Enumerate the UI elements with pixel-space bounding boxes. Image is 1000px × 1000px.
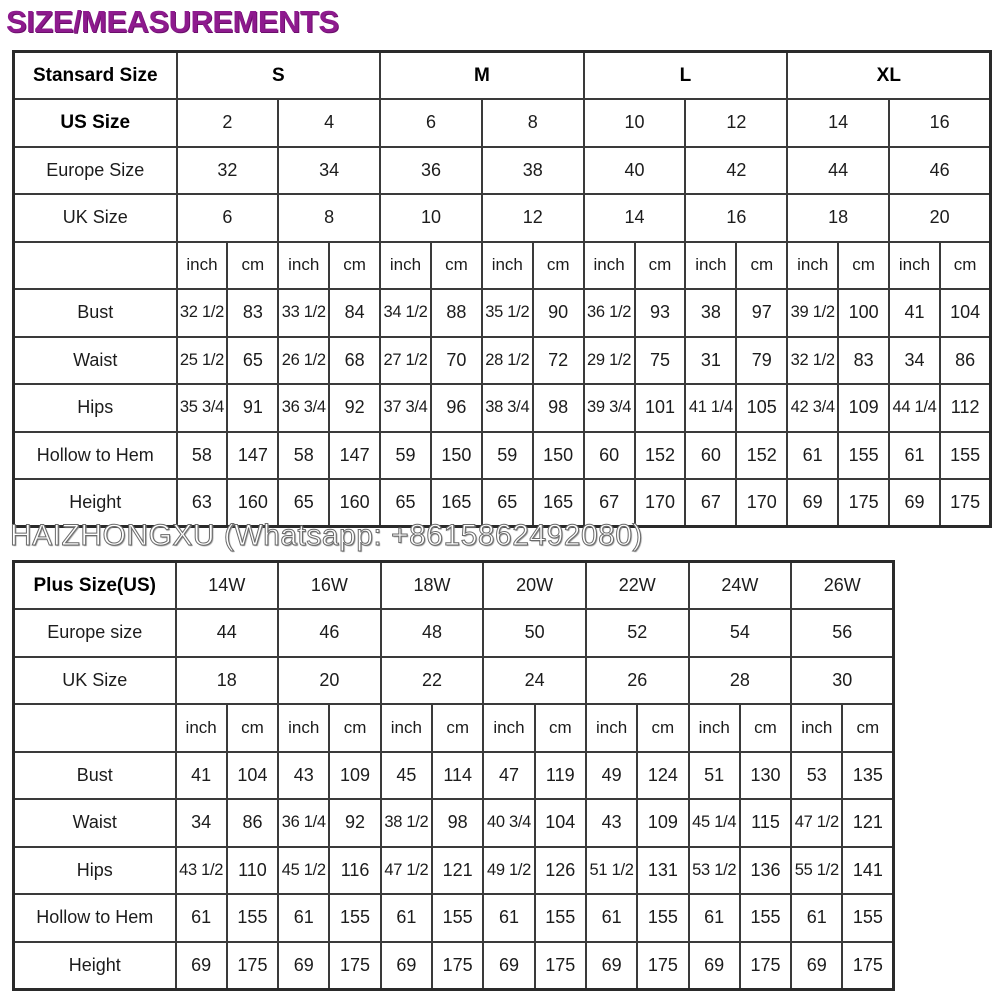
measurement-value: 43 [586, 799, 637, 847]
plus-size-cell: 20W [483, 562, 586, 610]
measurement-value: 98 [533, 384, 584, 432]
measurement-value: 101 [635, 384, 686, 432]
europe-size-cell: 46 [889, 147, 991, 195]
measurement-value: 131 [637, 847, 688, 895]
measurement-value: 124 [637, 752, 688, 800]
plus-size-cell: 26W [791, 562, 894, 610]
uk-size-cell: 26 [586, 657, 689, 705]
europe-size-cell: 34 [278, 147, 380, 195]
measurement-value: 41 1/4 [685, 384, 736, 432]
measurement-value: 69 [689, 942, 740, 990]
measurement-value: 97 [736, 289, 787, 337]
measurement-value: 155 [329, 894, 380, 942]
measurement-value: 155 [432, 894, 483, 942]
measurement-value: 26 1/2 [278, 337, 329, 385]
unit-cell: cm [740, 704, 791, 752]
plus-size-cell: 24W [689, 562, 792, 610]
measurement-value: 43 [278, 752, 329, 800]
empty-cell [14, 704, 176, 752]
measurement-value: 175 [838, 479, 889, 527]
measurement-label: Bust [14, 752, 176, 800]
measurement-value: 28 1/2 [482, 337, 533, 385]
uk-size-row [14, 657, 894, 705]
measurement-value: 83 [838, 337, 889, 385]
measurement-value: 104 [227, 752, 278, 800]
measurement-value: 104 [535, 799, 586, 847]
measurement-value: 155 [535, 894, 586, 942]
unit-cell: inch [787, 242, 838, 290]
us-size-cell: 14 [787, 99, 889, 147]
measurement-value: 69 [791, 942, 842, 990]
unit-cell: inch [685, 242, 736, 290]
measurement-value: 53 1/2 [689, 847, 740, 895]
plus-size-cell: 16W [278, 562, 381, 610]
measurement-value: 65 [227, 337, 278, 385]
measurement-value: 38 1/2 [381, 799, 432, 847]
measurement-value: 42 3/4 [787, 384, 838, 432]
measurement-value: 100 [838, 289, 889, 337]
measurement-value: 61 [689, 894, 740, 942]
measurement-value: 38 [685, 289, 736, 337]
measurement-row [14, 289, 991, 337]
measurement-value: 175 [329, 942, 380, 990]
us-size-cell: 12 [685, 99, 787, 147]
measurement-value: 67 [685, 479, 736, 527]
measurement-value: 47 1/2 [791, 799, 842, 847]
measurement-value: 150 [431, 432, 482, 480]
measurement-value: 55 1/2 [791, 847, 842, 895]
measurement-value: 96 [431, 384, 482, 432]
measurement-value: 32 1/2 [787, 337, 838, 385]
measurement-value: 72 [533, 337, 584, 385]
measurement-value: 175 [432, 942, 483, 990]
unit-cell: inch [177, 242, 228, 290]
measurement-value: 104 [940, 289, 991, 337]
measurement-row [14, 847, 894, 895]
unit-cell: inch [689, 704, 740, 752]
measurement-value: 58 [278, 432, 329, 480]
us-size-row [14, 99, 991, 147]
measurement-value: 49 [586, 752, 637, 800]
measurement-value: 29 1/2 [584, 337, 635, 385]
measurement-value: 37 3/4 [380, 384, 431, 432]
measurement-value: 175 [637, 942, 688, 990]
unit-row [14, 242, 991, 290]
measurement-row [14, 799, 894, 847]
measurement-label: Hips [14, 384, 177, 432]
unit-cell: inch [278, 704, 329, 752]
measurement-value: 61 [787, 432, 838, 480]
measurement-value: 86 [227, 799, 278, 847]
measurement-value: 51 1/2 [586, 847, 637, 895]
measurement-value: 109 [637, 799, 688, 847]
measurement-value: 170 [736, 479, 787, 527]
measurement-value: 69 [483, 942, 534, 990]
measurement-value: 59 [482, 432, 533, 480]
measurement-value: 93 [635, 289, 686, 337]
measurement-value: 69 [381, 942, 432, 990]
measurement-value: 45 [381, 752, 432, 800]
unit-cell: cm [637, 704, 688, 752]
unit-cell: cm [842, 704, 893, 752]
uk-size-cell: 14 [584, 194, 686, 242]
uk-size-cell: 10 [380, 194, 482, 242]
measurement-label: Hips [14, 847, 176, 895]
measurement-value: 175 [535, 942, 586, 990]
measurement-value: 175 [740, 942, 791, 990]
measurement-value: 155 [227, 894, 278, 942]
measurement-value: 165 [431, 479, 482, 527]
measurement-value: 121 [432, 847, 483, 895]
measurement-value: 44 1/4 [889, 384, 940, 432]
unit-cell: inch [586, 704, 637, 752]
measurement-value: 110 [227, 847, 278, 895]
uk-size-cell: 20 [278, 657, 381, 705]
measurement-value: 135 [842, 752, 893, 800]
unit-row [14, 704, 894, 752]
measurement-value: 105 [736, 384, 787, 432]
plus-size-label: Plus Size(US) [14, 562, 176, 610]
measurement-label: Bust [14, 289, 177, 337]
size-group-cell: M [380, 52, 584, 100]
plus-size-cell: 22W [586, 562, 689, 610]
measurement-value: 83 [227, 289, 278, 337]
uk-size-cell: 30 [791, 657, 894, 705]
measurement-value: 45 1/2 [278, 847, 329, 895]
measurement-value: 58 [177, 432, 228, 480]
measurement-value: 119 [535, 752, 586, 800]
measurement-value: 45 1/4 [689, 799, 740, 847]
measurement-value: 98 [432, 799, 483, 847]
uk-size-label: UK Size [14, 194, 177, 242]
us-size-cell: 6 [380, 99, 482, 147]
measurement-value: 136 [740, 847, 791, 895]
uk-size-cell: 16 [685, 194, 787, 242]
uk-size-cell: 28 [689, 657, 792, 705]
us-size-cell: 8 [482, 99, 584, 147]
measurement-value: 61 [586, 894, 637, 942]
measurement-value: 65 [278, 479, 329, 527]
measurement-value: 67 [584, 479, 635, 527]
measurement-value: 60 [584, 432, 635, 480]
measurement-value: 86 [940, 337, 991, 385]
unit-cell: inch [791, 704, 842, 752]
plus-size-cell: 14W [176, 562, 279, 610]
measurement-value: 59 [380, 432, 431, 480]
europe-size-label: Europe size [14, 609, 176, 657]
measurement-value: 155 [940, 432, 991, 480]
measurement-label: Height [14, 479, 177, 527]
measurement-value: 141 [842, 847, 893, 895]
standard-size-table [12, 50, 992, 528]
measurement-value: 88 [431, 289, 482, 337]
unit-cell: inch [584, 242, 635, 290]
unit-cell: cm [431, 242, 482, 290]
measurement-value: 175 [227, 942, 278, 990]
unit-cell: cm [227, 704, 278, 752]
measurement-value: 175 [842, 942, 893, 990]
measurement-value: 150 [533, 432, 584, 480]
measurement-label: Waist [14, 799, 176, 847]
uk-size-row [14, 194, 991, 242]
measurement-value: 61 [278, 894, 329, 942]
europe-size-cell: 40 [584, 147, 686, 195]
measurement-value: 112 [940, 384, 991, 432]
uk-size-cell: 6 [177, 194, 279, 242]
measurement-value: 175 [940, 479, 991, 527]
size-group-cell: S [177, 52, 381, 100]
measurement-value: 115 [740, 799, 791, 847]
measurement-value: 75 [635, 337, 686, 385]
europe-size-row [14, 609, 894, 657]
measurement-value: 92 [329, 799, 380, 847]
plus-size-row [14, 562, 894, 610]
measurement-value: 49 1/2 [483, 847, 534, 895]
measurement-value: 47 [483, 752, 534, 800]
measurement-value: 69 [889, 479, 940, 527]
measurement-value: 114 [432, 752, 483, 800]
us-size-label: US Size [14, 99, 177, 147]
measurement-value: 53 [791, 752, 842, 800]
measurement-value: 69 [586, 942, 637, 990]
measurement-label: Height [14, 942, 176, 990]
measurement-value: 27 1/2 [380, 337, 431, 385]
us-size-cell: 16 [889, 99, 991, 147]
europe-size-cell: 36 [380, 147, 482, 195]
uk-size-cell: 8 [278, 194, 380, 242]
measurement-value: 36 1/2 [584, 289, 635, 337]
uk-size-cell: 12 [482, 194, 584, 242]
europe-size-cell: 54 [689, 609, 792, 657]
europe-size-cell: 42 [685, 147, 787, 195]
measurement-value: 155 [838, 432, 889, 480]
size-group-cell: XL [787, 52, 991, 100]
measurement-value: 61 [176, 894, 227, 942]
standard-size-label: Stansard Size [14, 52, 177, 100]
europe-size-cell: 44 [176, 609, 279, 657]
measurement-row [14, 432, 991, 480]
measurement-value: 69 [787, 479, 838, 527]
unit-cell: cm [535, 704, 586, 752]
unit-cell: cm [736, 242, 787, 290]
measurement-value: 33 1/2 [278, 289, 329, 337]
unit-cell: cm [533, 242, 584, 290]
measurement-value: 69 [278, 942, 329, 990]
measurement-label: Hollow to Hem [14, 432, 177, 480]
measurement-value: 39 3/4 [584, 384, 635, 432]
measurement-value: 65 [380, 479, 431, 527]
unit-cell: inch [381, 704, 432, 752]
unit-cell: inch [380, 242, 431, 290]
unit-cell: cm [940, 242, 991, 290]
measurement-value: 65 [482, 479, 533, 527]
measurement-value: 92 [329, 384, 380, 432]
unit-cell: cm [838, 242, 889, 290]
measurement-value: 36 3/4 [278, 384, 329, 432]
measurement-value: 35 1/2 [482, 289, 533, 337]
measurement-row [14, 894, 894, 942]
europe-size-cell: 32 [177, 147, 279, 195]
measurement-value: 84 [329, 289, 380, 337]
unit-cell: cm [635, 242, 686, 290]
measurement-value: 47 1/2 [381, 847, 432, 895]
measurement-value: 69 [176, 942, 227, 990]
uk-size-label: UK Size [14, 657, 176, 705]
measurement-value: 152 [635, 432, 686, 480]
measurement-value: 36 1/4 [278, 799, 329, 847]
measurement-value: 109 [329, 752, 380, 800]
measurement-value: 155 [637, 894, 688, 942]
measurement-row [14, 337, 991, 385]
measurement-value: 130 [740, 752, 791, 800]
size-group-row [14, 52, 991, 100]
measurement-value: 147 [227, 432, 278, 480]
uk-size-cell: 20 [889, 194, 991, 242]
europe-size-label: Europe Size [14, 147, 177, 195]
unit-cell: inch [278, 242, 329, 290]
europe-size-row [14, 147, 991, 195]
measurement-value: 43 1/2 [176, 847, 227, 895]
unit-cell: cm [227, 242, 278, 290]
measurement-value: 38 3/4 [482, 384, 533, 432]
measurement-value: 61 [791, 894, 842, 942]
measurement-value: 90 [533, 289, 584, 337]
unit-cell: inch [889, 242, 940, 290]
measurement-value: 116 [329, 847, 380, 895]
measurement-value: 61 [381, 894, 432, 942]
measurement-value: 109 [838, 384, 889, 432]
measurement-value: 160 [329, 479, 380, 527]
unit-cell: cm [432, 704, 483, 752]
measurement-value: 34 [889, 337, 940, 385]
measurement-value: 25 1/2 [177, 337, 228, 385]
plus-size-cell: 18W [381, 562, 484, 610]
page-title: SIZE/MEASUREMENTS [6, 4, 339, 39]
uk-size-cell: 18 [787, 194, 889, 242]
measurement-value: 91 [227, 384, 278, 432]
us-size-cell: 10 [584, 99, 686, 147]
measurement-value: 34 [176, 799, 227, 847]
unit-cell: inch [176, 704, 227, 752]
measurement-value: 60 [685, 432, 736, 480]
measurement-value: 152 [736, 432, 787, 480]
measurement-value: 61 [483, 894, 534, 942]
measurement-value: 155 [842, 894, 893, 942]
measurement-row [14, 384, 991, 432]
measurement-value: 121 [842, 799, 893, 847]
measurement-value: 61 [889, 432, 940, 480]
unit-cell: inch [483, 704, 534, 752]
measurement-value: 126 [535, 847, 586, 895]
measurement-value: 63 [177, 479, 228, 527]
measurement-value: 35 3/4 [177, 384, 228, 432]
unit-cell: cm [329, 704, 380, 752]
measurement-value: 40 3/4 [483, 799, 534, 847]
unit-cell: cm [329, 242, 380, 290]
measurement-value: 51 [689, 752, 740, 800]
uk-size-cell: 18 [176, 657, 279, 705]
europe-size-cell: 38 [482, 147, 584, 195]
measurement-label: Hollow to Hem [14, 894, 176, 942]
europe-size-cell: 50 [483, 609, 586, 657]
measurement-value: 155 [740, 894, 791, 942]
us-size-cell: 2 [177, 99, 279, 147]
measurement-value: 31 [685, 337, 736, 385]
measurement-value: 147 [329, 432, 380, 480]
measurement-row [14, 752, 894, 800]
measurement-value: 32 1/2 [177, 289, 228, 337]
europe-size-cell: 52 [586, 609, 689, 657]
measurement-row [14, 942, 894, 990]
europe-size-cell: 46 [278, 609, 381, 657]
measurement-label: Waist [14, 337, 177, 385]
measurement-value: 41 [889, 289, 940, 337]
measurement-value: 34 1/2 [380, 289, 431, 337]
measurement-value: 68 [329, 337, 380, 385]
empty-cell [14, 242, 177, 290]
unit-cell: inch [482, 242, 533, 290]
uk-size-cell: 22 [381, 657, 484, 705]
europe-size-cell: 44 [787, 147, 889, 195]
measurement-value: 79 [736, 337, 787, 385]
measurement-value: 165 [533, 479, 584, 527]
measurement-value: 39 1/2 [787, 289, 838, 337]
plus-size-table [12, 560, 895, 991]
measurement-value: 41 [176, 752, 227, 800]
europe-size-cell: 56 [791, 609, 894, 657]
size-group-cell: L [584, 52, 788, 100]
uk-size-cell: 24 [483, 657, 586, 705]
watermark: HAIZHONGXU (Whatsapp: +8615862492080) [10, 519, 643, 552]
measurement-value: 160 [227, 479, 278, 527]
europe-size-cell: 48 [381, 609, 484, 657]
measurement-value: 70 [431, 337, 482, 385]
measurement-value: 170 [635, 479, 686, 527]
us-size-cell: 4 [278, 99, 380, 147]
